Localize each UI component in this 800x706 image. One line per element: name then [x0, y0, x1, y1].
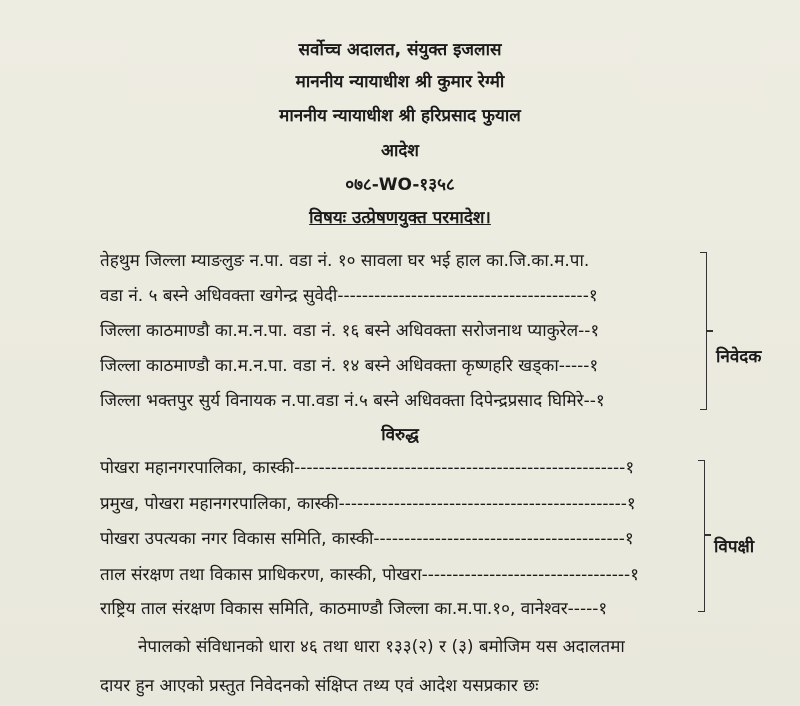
petitioner-line-3: जिल्ला काठमाण्डौ का.म.न.पा. वडा नं. १६ बस्ने अधिवक्ता सरोजनाथ प्याकुरेल--१	[100, 321, 600, 341]
respondent-line-3: पोखरा उपत्यका नगर विकास समिति, कास्की-----------------------------------------१	[100, 529, 634, 549]
subject-text: विषयः उत्प्रेषणयुक्त परमादेश।	[309, 208, 491, 228]
respondent-label: विपक्षी	[714, 537, 755, 557]
respondent-line-4: ताल संरक्षण तथा विकास प्राधिकरण, कास्की, पोखरा----------------------------------१	[100, 565, 640, 585]
versus-heading: विरुद्ध	[381, 425, 419, 445]
respondent-line-5: राष्ट्रिय ताल संरक्षण विकास समिति, काठमाण्डौ जिल्ला का.म.पा.१०, वानेश्वर-----१	[100, 599, 608, 619]
body-line-1: नेपालको संविधानको धारा ४६ तथा धारा १३३(२) र (३) बमोजिम यस अदालतमा	[138, 637, 625, 657]
body-line-2: दायर हुन आएको प्रस्तुत निवेदनको संक्षिप्त तथ्य एवं आदेश यसप्रकार छः	[100, 676, 539, 696]
case-number: ०७८-WO-१३५८	[345, 175, 455, 195]
subject-line	[0, 208, 800, 228]
petitioner-line-4: जिल्ला काठमाण्डौ का.म.न.पा. वडा नं. १४ बस्ने अधिवक्ता कृष्णहरि खड्का-----१	[100, 356, 599, 376]
court-title: सर्वोच्च अदालत, संयुक्त इजलास	[298, 40, 502, 60]
respondent-bracket	[698, 460, 705, 612]
judge-2: माननीय न्यायाधीश श्री हरिप्रसाद फुयाल	[279, 106, 521, 126]
petitioner-bracket-tick	[707, 330, 713, 332]
order-heading: आदेश	[381, 141, 419, 161]
judge-1: माननीय न्यायाधीश श्री कुमार रेग्मी	[295, 72, 505, 92]
respondent-bracket-tick	[705, 534, 711, 536]
respondent-line-2: प्रमुख, पोखरा महानगरपालिका, कास्की-----------------------------------------------१	[100, 494, 636, 514]
petitioner-line-5: जिल्ला भक्तपुर सुर्य विनायक न.पा.वडा नं.५ बस्ने अधिवक्ता दिपेन्द्रप्रसाद घिमिरे--१	[100, 391, 605, 411]
petitioner-label: निवेदक	[716, 347, 762, 367]
petitioner-bracket	[700, 252, 707, 410]
petitioner-line-1: तेहथुम जिल्ला म्याङलुङ न.पा. वडा नं. १० सावला घर भई हाल का.जि.का.म.पा.	[100, 251, 590, 271]
petitioner-line-2: वडा नं. ५ बस्ने अधिवक्ता खगेन्द्र सुवेदी-----------------------------------------१	[100, 286, 598, 306]
respondent-line-1: पोखरा महानगरपालिका, कास्की------------------------------------------------------१	[100, 458, 635, 478]
